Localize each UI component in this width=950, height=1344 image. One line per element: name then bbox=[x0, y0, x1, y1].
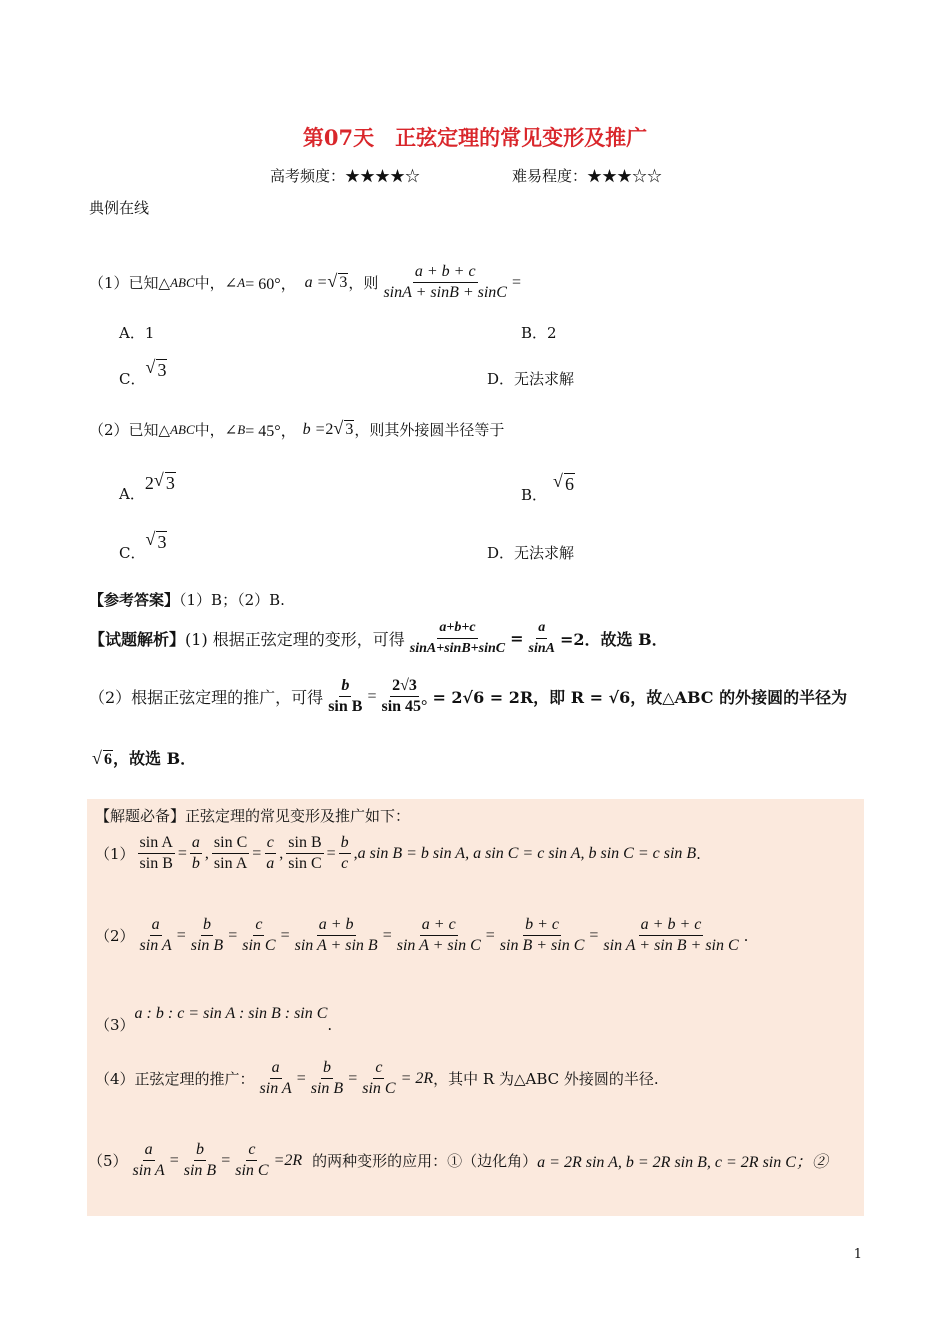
analysis-2-end: √ 6，故选 B． bbox=[92, 746, 196, 769]
q1-option-c: C．√ 3 bbox=[119, 360, 167, 381]
q1-option-d: D．无法求解 bbox=[487, 370, 575, 388]
essentials-label: 【解题必备】正弦定理的常见变形及推广如下： bbox=[95, 807, 411, 825]
q1-option-a: A．1 bbox=[119, 324, 155, 342]
analysis-1-text: (1) 根据正弦定理的变形，可得 bbox=[185, 630, 405, 649]
essentials-line-5: （5） $\frac{a}{\text{sin A}}$ = $\frac{b}{\text{sin B}}$ = $\frac{c}{\text{sin C}}$ =2R 的两种变形的应用：①（边化角） a = 2R sin A, b = 2R sin B, c = 2R sin C；② bbox=[88, 1141, 828, 1179]
section-heading: 典例在线 bbox=[89, 199, 150, 217]
q1-option-b: B．2 bbox=[521, 324, 557, 342]
q2-text: 中，∠ bbox=[194, 421, 238, 439]
q2-option-d: D．无法求解 bbox=[487, 544, 575, 562]
q1-prefix: （1）已知△ bbox=[89, 274, 171, 292]
q1-a-eq: a = bbox=[304, 273, 328, 291]
q1-fraction: $\frac{a + b + c}{\sin A + \sin B + \sin C}$ bbox=[383, 263, 507, 301]
q2-b-eq: b = bbox=[302, 420, 326, 438]
essentials-line-2: （2） $\frac{a}{\text{sin A}}$ = $\frac{b}{\text{sin B}}$ = $\frac{c}{\text{sin C}}$ = $\frac{a + b}{\text{sin A + sin B}}$ = $\frac{a + c}{\text{sin A + sin C}}$ = $\frac{b + c}{\text{sin B + sin C}}$ = $\frac{a + b + c}{\text{sin A + sin B + sin C}}$ . bbox=[95, 916, 749, 954]
page-title: 第07天 正弦定理的常见变形及推广 bbox=[302, 125, 648, 150]
q2-angle: B bbox=[237, 421, 246, 437]
analysis-2-text: （2）根据正弦定理的推广，可得 bbox=[89, 688, 324, 707]
q2-sqrt: √ 3 bbox=[333, 421, 354, 439]
q1-text: 中，∠ bbox=[194, 274, 238, 292]
q1-angle: A bbox=[237, 274, 246, 290]
analysis-label: 【试题解析】 bbox=[89, 630, 186, 649]
q2-option-b: B．√ 6 bbox=[521, 474, 575, 495]
question-2 bbox=[89, 418, 504, 441]
question-1 bbox=[89, 262, 521, 303]
essentials-line-3: （3）a : b : c = sin A : sin B : sin C. bbox=[95, 1005, 333, 1034]
difficulty-rating: 难易程度：★★★☆☆ bbox=[512, 167, 663, 185]
q1-then: ，则 bbox=[348, 274, 379, 292]
q2-option-a: A．2√ 3 bbox=[119, 473, 176, 494]
q2-coef: 2 bbox=[325, 420, 334, 438]
q1-angle-value: = 60°， bbox=[245, 276, 297, 293]
answer-label: 【参考答案】 bbox=[89, 591, 180, 609]
essentials-line-4: （4）正弦定理的推广： $\frac{a}{\text{sin A}}$ = $\frac{b}{\text{sin B}}$ = $\frac{c}{\text{sin C}}$ = 2R ，其中 R 为△ABC 外接圆的半径. bbox=[95, 1059, 659, 1097]
q1-equals: = bbox=[511, 273, 522, 291]
answer bbox=[89, 589, 285, 610]
page-number: 1 bbox=[853, 1247, 862, 1262]
q2-option-c: C．√ 3 bbox=[119, 532, 167, 553]
q2-triangle: ABC bbox=[170, 421, 195, 437]
analysis-1: 【试题解析】 (1) 根据正弦定理的变形，可得 $\frac{a+b+c}{\sin A+\sin B+\sin C}$ = $\frac{a}{\sin A}$ =2．故选 B． bbox=[89, 620, 668, 656]
analysis-2: （2）根据正弦定理的推广，可得 $\frac{b}{\text{sin B}}$ = $\frac{2√3}{\sin 45^\circ}$ = 2√6 = 2R，即 R = √6，故△ABC 的外接圆的半径为 bbox=[89, 677, 848, 715]
q2-tail: ，则其外接圆半径等于 bbox=[354, 421, 505, 439]
frequency-rating: 高考频度：★★★★☆ bbox=[270, 167, 421, 185]
q2-prefix: （2）已知△ bbox=[89, 421, 171, 439]
essentials-line-1: （1） $\frac{\text{sin A}}{\text{sin B}}$ = $\frac{a}{b}$ , $\frac{\text{sin C}}{\text{sin A}}$ = $\frac{c}{a}$ , $\frac{\text{sin B}}{\text{sin C}}$ = $\frac{b}{c}$ , a sin B = b sin A, a sin C = c sin A, b sin C = c sin B . bbox=[95, 834, 701, 872]
answer-text: （1）B；（2）B. bbox=[179, 591, 285, 609]
q1-triangle: ABC bbox=[170, 274, 195, 290]
q1-sqrt: √ 3 bbox=[327, 274, 348, 292]
q2-angle-value: = 45°， bbox=[245, 423, 297, 440]
